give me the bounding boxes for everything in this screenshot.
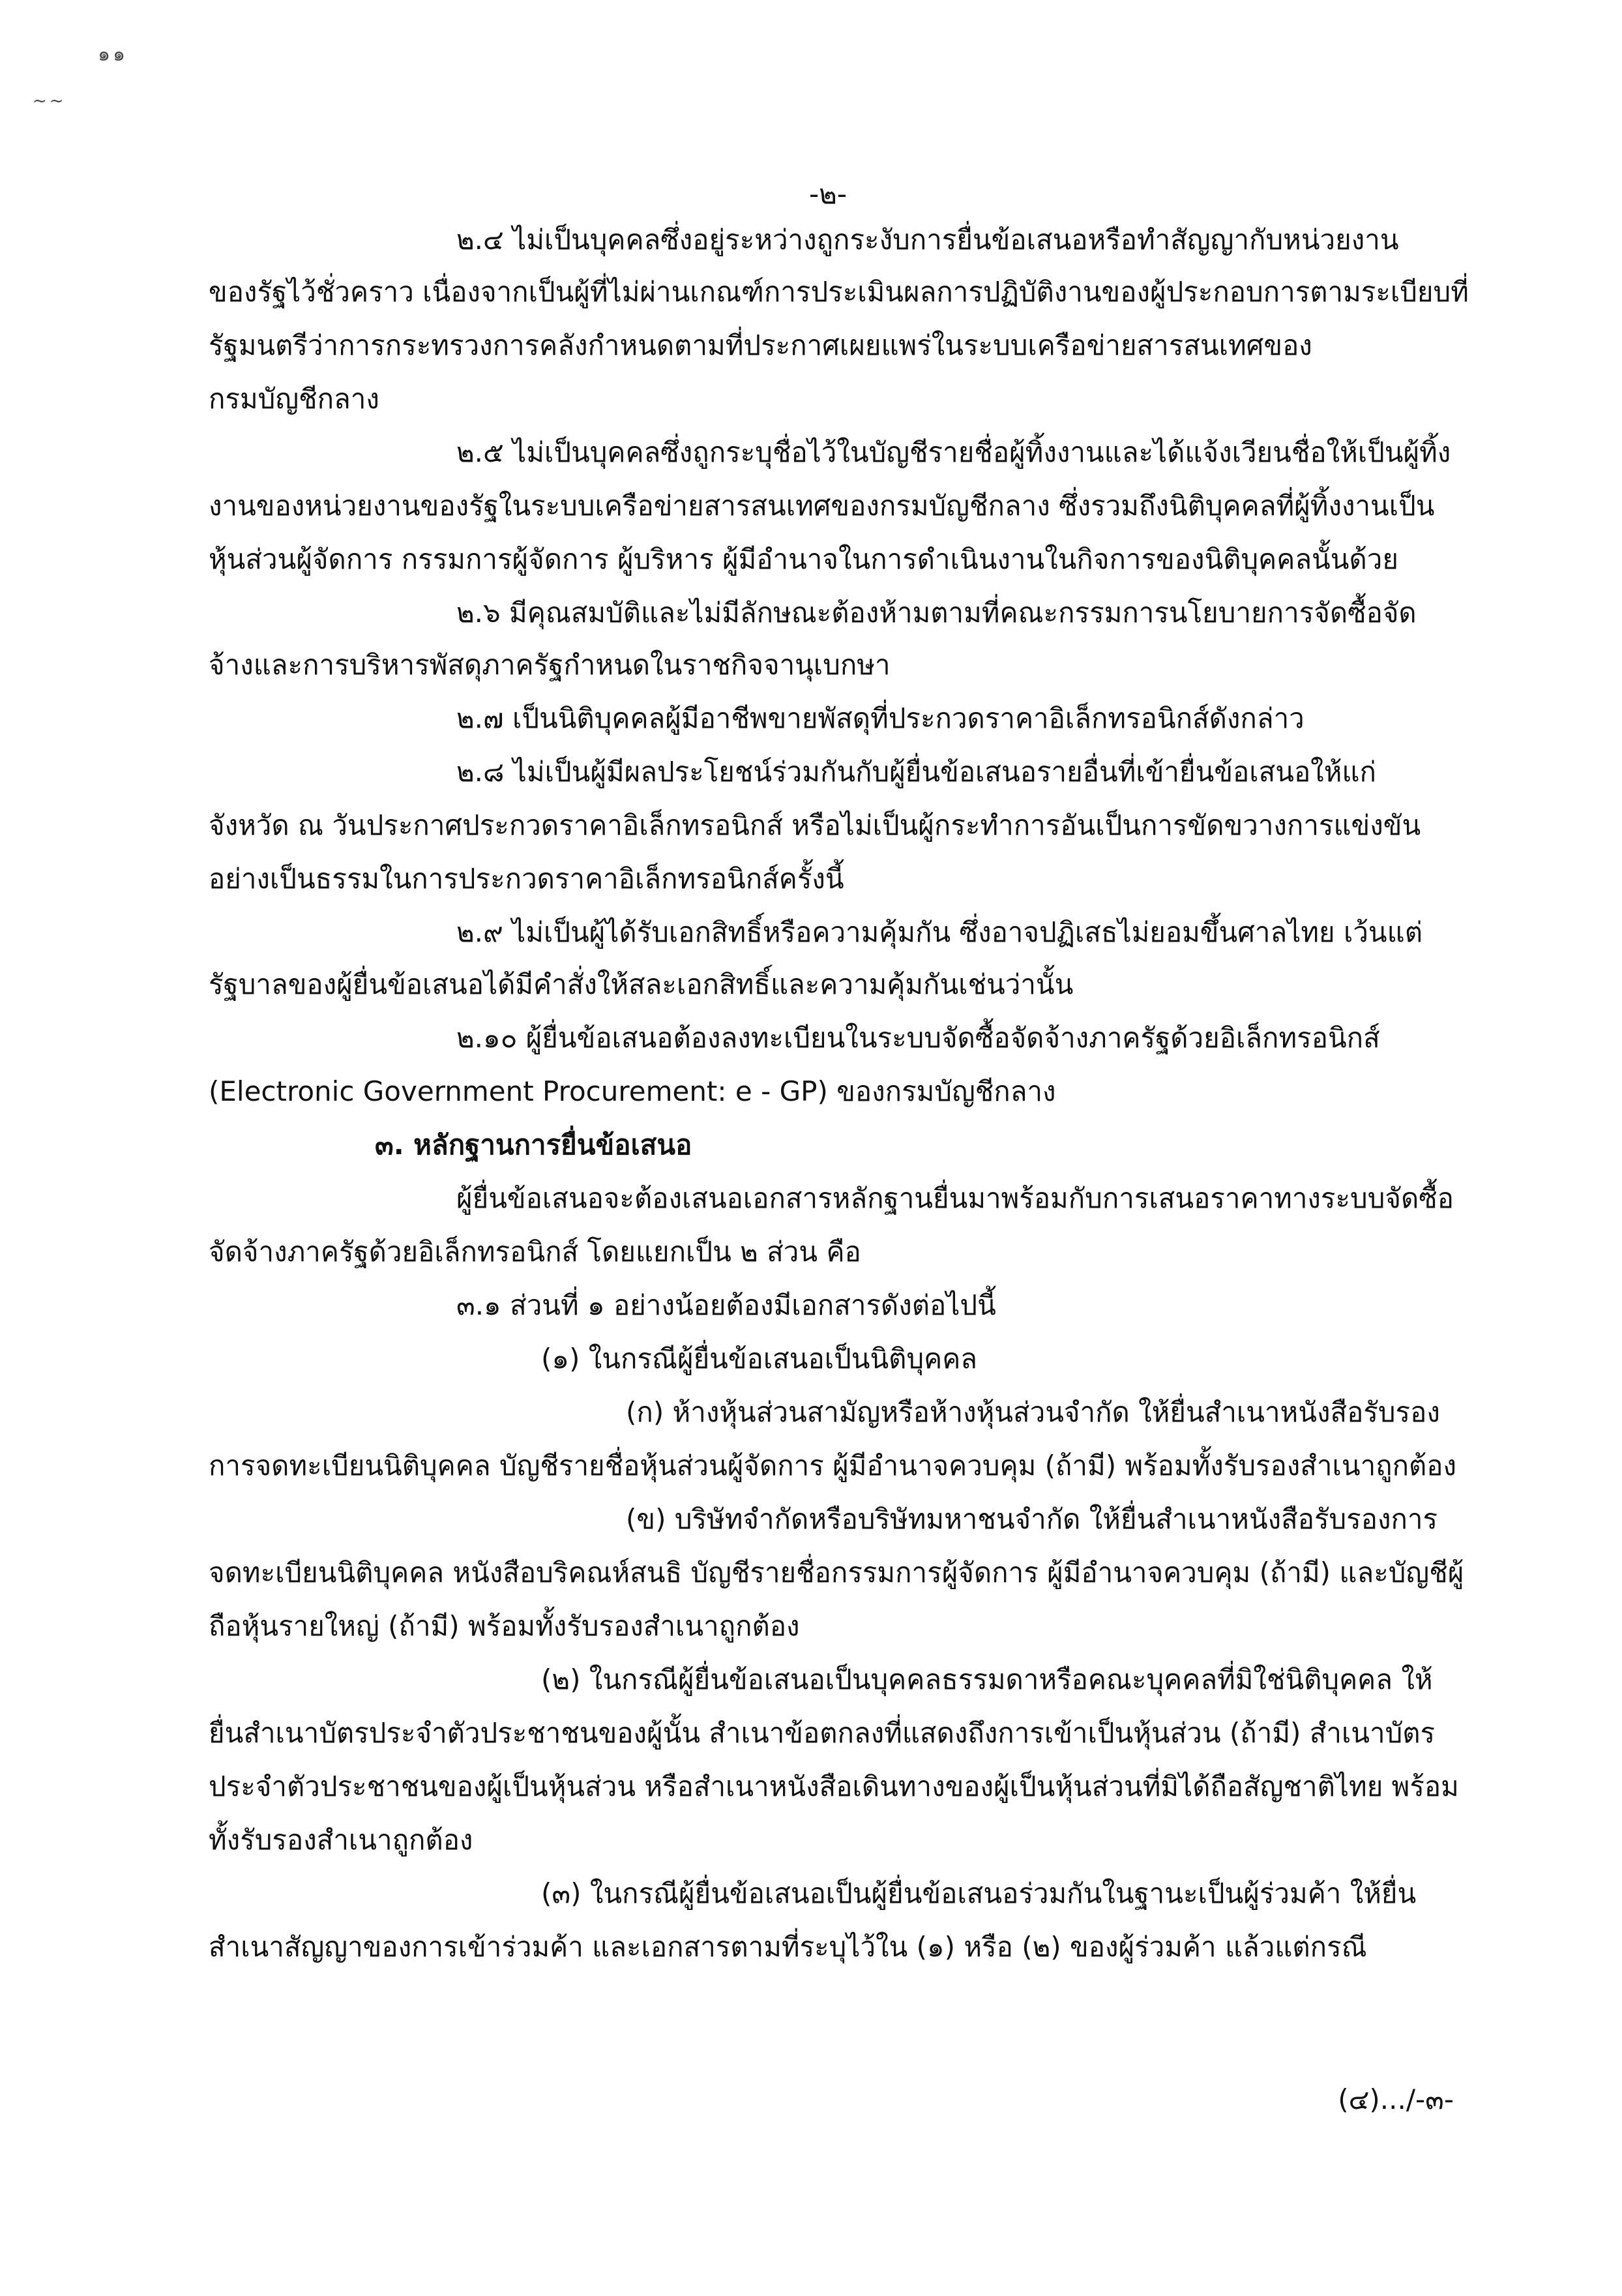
body-line: อย่างเป็นธรรมในการประกวดราคาอิเล็กทรอนิกส์ครั้งนี้	[209, 863, 844, 895]
body-line: ทั้งรับรองสำเนาถูกต้อง	[209, 1824, 473, 1856]
body-line: รัฐบาลของผู้ยื่นข้อเสนอได้มีคำสั่งให้สละเอกสิทธิ์และความคุ้มกันเช่นว่านั้น	[209, 968, 1074, 1000]
clause-3-1: ๓.๑ ส่วนที่ ๑ อย่างน้อยต้องมีเอกสารดังต่อไปนี้	[456, 1289, 996, 1321]
body-line: จัดจ้างภาครัฐด้วยอิเล็กทรอนิกส์ โดยแยกเป็น ๒ ส่วน คือ	[209, 1236, 861, 1268]
clause-2-9: ๒.๙ ไม่เป็นผู้ได้รับเอกสิทธิ์หรือความคุ้มกัน ซึ่งอาจปฏิเสธไม่ยอมขึ้นศาลไทย เว้นแต่	[456, 916, 1423, 948]
clause-2-4: ๒.๔ ไม่เป็นบุคคลซึ่งอยู่ระหว่างถูกระงับการยื่นข้อเสนอหรือทำสัญญากับหน่วยงาน	[456, 224, 1399, 256]
continuation-ref: (๔).../-๓-	[1338, 2083, 1454, 2115]
body-line: (Electronic Government Procurement: e - GP) ของกรมบัญชีกลาง	[209, 1075, 1056, 1107]
clause-2-7: ๒.๗ เป็นนิติบุคคลผู้มีอาชีพขายพัสดุที่ประกวดราคาอิเล็กทรอนิกส์ดังกล่าว	[456, 702, 1305, 734]
section-3-heading: ๓. หลักฐานการยื่นข้อเสนอ	[375, 1129, 692, 1161]
clause-2-10: ๒.๑๐ ผู้ยื่นข้อเสนอต้องลงทะเบียนในระบบจัดซื้อจัดจ้างภาครัฐด้วยอิเล็กทรอนิกส์	[456, 1022, 1380, 1054]
clause-2-6: ๒.๖ มีคุณสมบัติและไม่มีลักษณะต้องห้ามตามที่คณะกรรมการนโยบายการจัดซื้อจัด	[456, 597, 1417, 629]
item-1: (๑) ในกรณีผู้ยื่นข้อเสนอเป็นนิติบุคคล	[541, 1343, 978, 1375]
body-line: จ้างและการบริหารพัสดุภาครัฐกำหนดในราชกิจจานุเบกษา	[209, 649, 891, 681]
clause-2-8: ๒.๘ ไม่เป็นผู้มีผลประโยชน์ร่วมกันกับผู้ยื่นข้อเสนอรายอื่นที่เข้ายื่นข้อเสนอให้แก่	[456, 756, 1376, 788]
page-number: -๒-	[809, 178, 847, 210]
item-2: (๒) ในกรณีผู้ยื่นข้อเสนอเป็นบุคคลธรรมดาหรือคณะบุคคลที่มิใช่นิติบุคคล ให้	[541, 1663, 1433, 1695]
body-line: ถือหุ้นรายใหญ่ (ถ้ามี) พร้อมทั้งรับรองสำเนาถูกต้อง	[209, 1610, 800, 1642]
body-line: สำเนาสัญญาของการเข้าร่วมค้า และเอกสารตามที่ระบุไว้ใน (๑) หรือ (๒) ของผู้ร่วมค้า แล้วแต่กรณี	[209, 1931, 1367, 1963]
body-line: จังหวัด ณ วันประกาศประกวดราคาอิเล็กทรอนิกส์ หรือไม่เป็นผู้กระทำการอันเป็นการขัดขวางการแข่งขัน	[209, 809, 1421, 841]
clause-2-5: ๒.๕ ไม่เป็นบุคคลซึ่งถูกระบุชื่อไว้ในบัญชีรายชื่อผู้ทิ้งงานและได้แจ้งเวียนชื่อให้เป็นผู้ทิ้ง	[456, 436, 1451, 468]
body-line: จดทะเบียนนิติบุคคล หนังสือบริคณห์สนธิ บัญชีรายชื่อกรรมการผู้จัดการ ผู้มีอำนาจควบคุม (ถ้ามี) และบัญชีผู้	[209, 1557, 1464, 1588]
scribble-mark: ~~	[33, 91, 66, 111]
item-1-a: (ก) ห้างหุ้นส่วนสามัญหรือห้างหุ้นส่วนจำกัด ให้ยื่นสำเนาหนังสือรับรอง	[626, 1396, 1440, 1428]
body-line: หุ้นส่วนผู้จัดการ กรรมการผู้จัดการ ผู้บริหาร ผู้มีอำนาจในการดำเนินงานในกิจการของนิติบุคคลนั้นด้วย	[209, 543, 1398, 575]
item-3: (๓) ในกรณีผู้ยื่นข้อเสนอเป็นผู้ยื่นข้อเสนอร่วมกันในฐานะเป็นผู้ร่วมค้า ให้ยื่น	[541, 1877, 1417, 1909]
margin-mark: ๑๑	[98, 43, 128, 66]
body-line: งานของหน่วยงานของรัฐในระบบเครือข่ายสารสนเทศของกรมบัญชีกลาง ซึ่งรวมถึงนิติบุคคลที่ผู้ทิ้งงานเป็น	[209, 490, 1435, 522]
body-line: ยื่นสำเนาบัตรประจำตัวประชาชนของผู้นั้น สำเนาข้อตกลงที่แสดงถึงการเข้าเป็นหุ้นส่วน (ถ้ามี) สำเนาบัตร	[209, 1717, 1436, 1749]
body-line: ประจำตัวประชาชนของผู้เป็นหุ้นส่วน หรือสำเนาหนังสือเดินทางของผู้เป็นหุ้นส่วนที่มิได้ถือสัญชาติไทย พร้อม	[209, 1770, 1459, 1802]
body-line: กรมบัญชีกลาง	[209, 383, 379, 415]
body-line: รัฐมนตรีว่าการกระทรวงการคลังกำหนดตามที่ประกาศเผยแพร่ในระบบเครือข่ายสารสนเทศของ	[209, 329, 1312, 361]
body-line: ของรัฐไว้ชั่วคราว เนื่องจากเป็นผู้ที่ไม่ผ่านเกณฑ์การประเมินผลการปฏิบัติงานของผู้ประกอบการตามระเบียบที่	[209, 276, 1469, 308]
item-1-b: (ข) บริษัทจำกัดหรือบริษัทมหาชนจำกัด ให้ยื่นสำเนาหนังสือรับรองการ	[626, 1503, 1438, 1535]
body-line: ผู้ยื่นข้อเสนอจะต้องเสนอเอกสารหลักฐานยื่นมาพร้อมกับการเสนอราคาทางระบบจัดซื้อ	[456, 1182, 1454, 1214]
body-line: การจดทะเบียนนิติบุคคล บัญชีรายชื่อหุ้นส่วนผู้จัดการ ผู้มีอำนาจควบคุม (ถ้ามี) พร้อมทั้งรับรองสำเนาถูกต้อง	[209, 1450, 1457, 1482]
